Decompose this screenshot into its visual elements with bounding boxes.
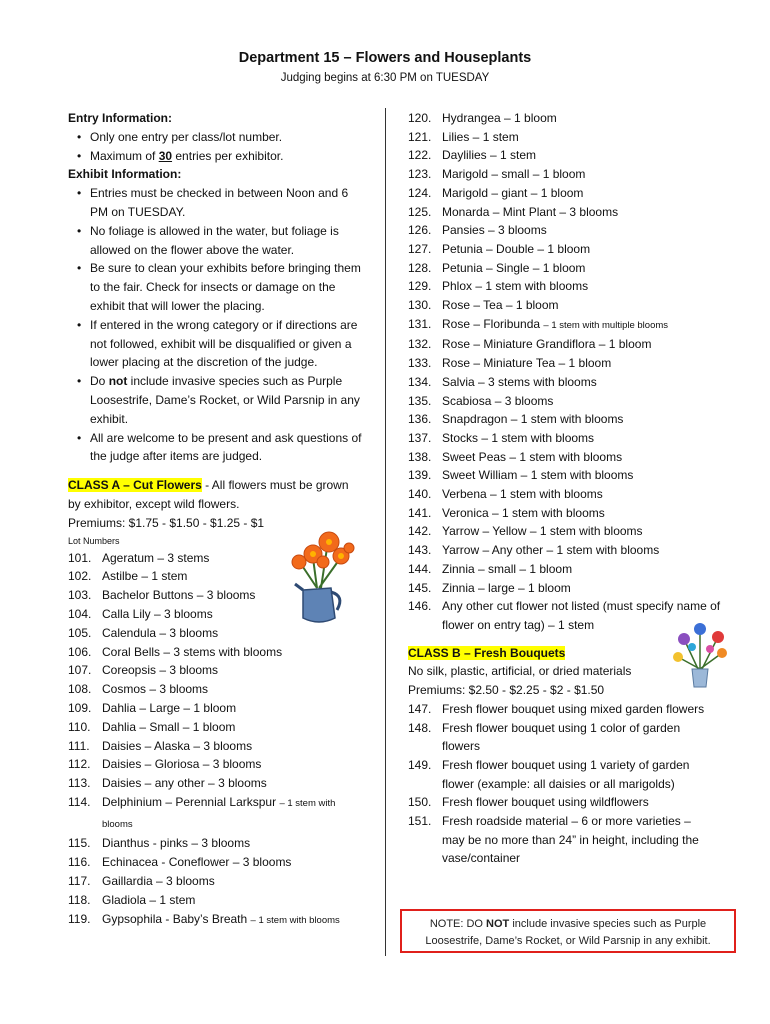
lot-text: Astilbe – 1 stem xyxy=(102,569,188,584)
lot-number: 141. xyxy=(408,505,432,520)
lot-description xyxy=(102,910,368,931)
lot-text: Yarrow – Any other – 1 stem with blooms xyxy=(442,543,660,558)
lot-description xyxy=(102,774,368,793)
list-item xyxy=(68,891,368,910)
lot-description xyxy=(442,541,743,560)
lot-number: 124. xyxy=(408,185,432,200)
lot-number: 123. xyxy=(408,167,432,182)
lot-description xyxy=(102,853,368,872)
list-item xyxy=(68,793,368,835)
lot-note: – 1 stem with blooms xyxy=(102,797,336,830)
lot-text: Fresh flower bouquet using 1 color of garden flowers xyxy=(442,720,681,754)
lot-number: 115. xyxy=(68,836,91,851)
lot-number: 129. xyxy=(408,279,432,294)
list-item xyxy=(68,755,368,774)
lot-description xyxy=(442,165,743,184)
lot-description xyxy=(442,410,743,429)
lot-number: 151. xyxy=(408,814,432,829)
lot-text: Delphinium – Perennial Larkspur xyxy=(102,794,277,809)
lot-text: Dianthus - pinks – 3 blooms xyxy=(102,836,251,851)
lot-text: Veronica – 1 stem with blooms xyxy=(442,505,605,520)
exhibit-info-bullet: • If entered in the wrong category or if directions are not followed, exhibit will be disqualified or given a lower placing at the discretion of the judge. xyxy=(68,316,368,372)
lot-description xyxy=(442,812,708,868)
lot-number: 108. xyxy=(68,682,92,697)
lot-number: 125. xyxy=(408,204,432,219)
list-item xyxy=(68,872,368,891)
lot-description xyxy=(442,128,743,147)
lot-text: Fresh flower bouquet using wildflowers xyxy=(442,795,649,810)
lot-numbers-label: Lot Numbers xyxy=(68,535,120,546)
lot-number: 132. xyxy=(408,337,432,352)
lot-text: Calendula – 3 blooms xyxy=(102,625,219,640)
list-item xyxy=(408,109,743,128)
lot-text: Cosmos – 3 blooms xyxy=(102,682,209,697)
note-text: NOTE: DO xyxy=(429,918,487,930)
lot-number: 138. xyxy=(408,449,432,464)
lot-number: 143. xyxy=(408,543,432,558)
lot-number: 116. xyxy=(68,855,91,870)
list-item xyxy=(408,522,743,541)
lot-text: Daisies – Alaska – 3 blooms xyxy=(102,738,253,753)
lot-description xyxy=(442,466,743,485)
list-item xyxy=(408,203,743,222)
lot-number: 142. xyxy=(408,524,432,539)
list-item xyxy=(68,737,368,756)
lot-text: Fresh flower bouquet using mixed garden flowers xyxy=(442,701,705,716)
lot-number: 117. xyxy=(68,874,91,889)
list-item xyxy=(408,812,708,868)
list-item xyxy=(408,315,743,336)
lot-description xyxy=(442,756,708,793)
list-item xyxy=(68,643,368,662)
lot-text: Sweet Peas – 1 stem with blooms xyxy=(442,449,623,464)
class-b-list xyxy=(408,700,708,868)
lot-description xyxy=(442,335,743,354)
exhibit-info-bullet xyxy=(68,372,368,428)
column-divider xyxy=(385,108,386,956)
lot-description xyxy=(102,661,368,680)
exhibit-info-heading: Exhibit Information: xyxy=(68,167,182,182)
lot-text: Rose – Tea – 1 bloom xyxy=(442,298,559,313)
lot-number: 102. xyxy=(68,569,92,584)
exhibit-info-bullet: • No foliage is allowed in the water, but foliage is allowed on the flower above the water. xyxy=(68,222,368,260)
lot-number: 101. xyxy=(68,550,92,565)
lot-text: Daylilies – 1 stem xyxy=(442,148,537,163)
lot-text: Snapdragon – 1 stem with blooms xyxy=(442,412,624,427)
lot-description xyxy=(442,700,708,719)
lot-text: Yarrow – Yellow – 1 stem with blooms xyxy=(442,524,643,539)
lot-note: – 1 stem with blooms xyxy=(250,914,340,926)
lot-description xyxy=(102,680,368,699)
lot-text: Coral Bells – 3 stems with blooms xyxy=(102,644,283,659)
list-item xyxy=(408,756,708,793)
lot-number: 135. xyxy=(408,393,432,408)
lot-text: Phlox – 1 stem with blooms xyxy=(442,279,589,294)
list-item xyxy=(408,128,743,147)
entry-info-bullet xyxy=(68,147,368,166)
lot-text: Marigold – giant – 1 bloom xyxy=(442,185,584,200)
lot-text: Gladiola – 1 stem xyxy=(102,892,196,907)
lot-description xyxy=(102,755,368,774)
lot-number: 128. xyxy=(408,260,432,275)
list-item xyxy=(408,146,743,165)
lot-number: 145. xyxy=(408,580,432,595)
lot-text: Fresh flower bouquet using 1 variety of garden flower (example: all daisies or all marigolds) xyxy=(442,757,690,791)
lot-description xyxy=(442,240,743,259)
lot-description xyxy=(442,429,743,448)
list-item xyxy=(408,184,743,203)
lot-text: Marigold – small – 1 bloom xyxy=(442,167,586,182)
lot-description xyxy=(442,793,708,812)
lot-number: 111. xyxy=(68,738,90,753)
lot-number: 134. xyxy=(408,374,432,389)
list-item xyxy=(68,853,368,872)
class-a-description xyxy=(68,476,358,514)
lot-text: Dahlia – Large – 1 bloom xyxy=(102,700,237,715)
entry-info-bullet: • Only one entry per class/lot number. xyxy=(68,128,368,147)
lot-description xyxy=(102,872,368,891)
lot-number: 119. xyxy=(68,911,91,926)
lot-description xyxy=(102,718,368,737)
list-item xyxy=(408,466,743,485)
lot-description xyxy=(442,221,743,240)
lot-number: 140. xyxy=(408,487,432,502)
lot-description xyxy=(442,184,743,203)
lot-number: 127. xyxy=(408,241,432,256)
list-item xyxy=(68,661,368,680)
list-item xyxy=(408,448,743,467)
bullet-text: entries per exhibitor. xyxy=(172,148,284,163)
lot-description xyxy=(442,373,743,392)
lot-description xyxy=(442,485,743,504)
lot-number: 131. xyxy=(408,316,432,331)
list-item xyxy=(408,541,743,560)
lot-text: Gypsophila - Baby’s Breath xyxy=(102,911,248,926)
lot-number: 149. xyxy=(408,757,432,772)
lot-number: 112. xyxy=(68,757,91,772)
lot-number: 105. xyxy=(68,625,92,640)
class-a-list-continued xyxy=(408,109,743,635)
list-item xyxy=(408,392,743,411)
lot-text: Stocks – 1 stem with blooms xyxy=(442,430,595,445)
lot-number: 118. xyxy=(68,892,91,907)
lot-number: 107. xyxy=(68,663,92,678)
lot-text: Fresh roadside material – 6 or more varieties – may be no more than 24” in height, including the vase/container xyxy=(442,814,699,866)
list-item xyxy=(68,680,368,699)
exhibit-info-bullet: • Be sure to clean your exhibits before bringing them to the fair. Check for insects or damage on the exhibit that will lower the placing. xyxy=(68,259,368,315)
lot-number: 113. xyxy=(68,776,91,791)
lot-text: Rose – Miniature Tea – 1 bloom xyxy=(442,356,612,371)
page-subtitle: Judging begins at 6:30 PM on TUESDAY xyxy=(280,72,490,84)
lot-text: Rose – Miniature Grandiflora – 1 bloom xyxy=(442,337,652,352)
lot-description xyxy=(102,643,368,662)
lot-number: 147. xyxy=(408,701,432,716)
lot-number: 104. xyxy=(68,606,92,621)
flower-vase-icon xyxy=(283,518,365,628)
list-item xyxy=(68,774,368,793)
lot-description xyxy=(442,560,743,579)
list-item xyxy=(408,410,743,429)
lot-number: 150. xyxy=(408,795,432,810)
lot-description xyxy=(442,315,743,336)
lot-text: Daisies – any other – 3 blooms xyxy=(102,776,267,791)
lot-description xyxy=(442,259,743,278)
lot-text: Petunia – Double – 1 bloom xyxy=(442,241,591,256)
class-b-premiums: Premiums: $2.50 - $2.25 - $2 - $1.50 xyxy=(408,683,605,698)
lot-number: 136. xyxy=(408,412,432,427)
list-item xyxy=(408,373,743,392)
bold-not: not xyxy=(108,374,128,389)
lot-number: 122. xyxy=(408,148,432,163)
lot-number: 133. xyxy=(408,356,432,371)
lot-description xyxy=(102,834,368,853)
class-b-label: CLASS B – Fresh Bouquets xyxy=(408,645,566,660)
lot-description xyxy=(442,354,743,373)
note-bold: NOT xyxy=(486,918,510,930)
list-item xyxy=(408,429,743,448)
note-text: include invasive species such as Purple Loosestrife, Dame’s Rocket, or Wild Parsnip in any exhibit. xyxy=(425,918,711,947)
lot-description xyxy=(102,891,368,910)
max-entries-number: 30 xyxy=(158,148,173,163)
bullet-text: Maximum of xyxy=(90,148,159,163)
lot-number: 120. xyxy=(408,111,432,125)
entry-info-heading: Entry Information: xyxy=(68,111,172,125)
lot-description xyxy=(442,522,743,541)
list-item xyxy=(68,910,368,931)
lot-text: Coreopsis – 3 blooms xyxy=(102,663,219,678)
lot-description xyxy=(442,719,708,756)
list-item xyxy=(408,354,743,373)
lot-text: Calla Lily – 3 blooms xyxy=(102,606,213,621)
lot-note: – 1 stem with multiple blooms xyxy=(543,319,669,331)
exhibit-info-list xyxy=(68,184,368,466)
lot-description xyxy=(442,504,743,523)
lot-text: Rose – Floribunda xyxy=(442,316,541,331)
list-item xyxy=(408,221,743,240)
list-item xyxy=(408,504,743,523)
lot-number: 146. xyxy=(408,599,432,614)
list-item xyxy=(408,335,743,354)
lot-number: 114. xyxy=(68,794,91,809)
lot-text: Dahlia – Small – 1 bloom xyxy=(102,719,236,734)
lot-text: Gaillardia – 3 blooms xyxy=(102,874,215,889)
list-item xyxy=(408,165,743,184)
lot-description xyxy=(442,146,743,165)
lot-text: Sweet William – 1 stem with blooms xyxy=(442,468,634,483)
lot-text: Daisies – Gloriosa – 3 blooms xyxy=(102,757,262,772)
list-item xyxy=(68,834,368,853)
lot-description xyxy=(102,699,368,718)
lot-number: 137. xyxy=(408,430,432,445)
lot-description xyxy=(102,737,368,756)
list-item xyxy=(408,793,708,812)
lot-text: Scabiosa – 3 blooms xyxy=(442,393,554,408)
list-item xyxy=(408,259,743,278)
lot-number: 130. xyxy=(408,298,432,313)
lot-text: Ageratum – 3 stems xyxy=(102,550,210,565)
class-a-desc: - All flowers must be grown by exhibitor, except wild flowers. xyxy=(68,478,349,511)
lot-number: 110. xyxy=(68,719,91,734)
list-item xyxy=(68,699,368,718)
list-item xyxy=(408,277,743,296)
list-item xyxy=(408,579,743,598)
class-a-premiums: Premiums: $1.75 - $1.50 - $1.25 - $1 xyxy=(68,515,265,530)
invasive-species-note xyxy=(400,909,736,953)
lot-number: 121. xyxy=(408,129,432,144)
lot-text: Lilies – 1 stem xyxy=(442,129,519,144)
lot-number: 148. xyxy=(408,720,432,735)
lot-number: 139. xyxy=(408,468,432,483)
list-item xyxy=(408,560,743,579)
bullet-text: include invasive species such as Purple Loosestrife, Dame’s Rocket, or Wild Parsnip in any exhibit. xyxy=(90,374,360,426)
bouquet-icon xyxy=(670,619,730,689)
lot-text: Monarda – Mint Plant – 3 blooms xyxy=(442,204,619,219)
lot-description xyxy=(442,579,743,598)
lot-text: Pansies – 3 blooms xyxy=(442,223,547,238)
lot-text: Zinnia – small – 1 bloom xyxy=(442,561,573,576)
lot-text: Echinacea - Coneflower – 3 blooms xyxy=(102,855,292,870)
class-b-desc: No silk, plastic, artificial, or dried materials xyxy=(408,664,632,679)
lot-description xyxy=(442,109,743,128)
lot-text: Salvia – 3 stems with blooms xyxy=(442,374,597,389)
lot-description xyxy=(442,277,743,296)
bullet-text: Do xyxy=(90,374,109,389)
list-item xyxy=(408,296,743,315)
exhibit-info-bullet: • Entries must be checked in between Noon and 6 PM on TUESDAY. xyxy=(68,184,368,222)
entry-info-list xyxy=(68,128,368,166)
list-item xyxy=(68,718,368,737)
page-title: Department 15 – Flowers and Houseplants xyxy=(238,50,532,66)
lot-text: Petunia – Single – 1 bloom xyxy=(442,260,586,275)
lot-text: Bachelor Buttons – 3 blooms xyxy=(102,588,256,603)
list-item xyxy=(408,700,708,719)
lot-number: 103. xyxy=(68,588,92,603)
lot-description xyxy=(442,448,743,467)
lot-number: 106. xyxy=(68,644,92,659)
list-item xyxy=(408,240,743,259)
lot-number: 109. xyxy=(68,700,92,715)
lot-description xyxy=(442,392,743,411)
lot-text: Any other cut flower not listed (must specify name of flower on entry tag) – 1 stem xyxy=(442,599,721,632)
list-item xyxy=(408,719,708,756)
lot-number: 144. xyxy=(408,561,432,576)
lot-description xyxy=(102,793,368,835)
lot-description xyxy=(442,296,743,315)
lot-text: Hydrangea – 1 bloom xyxy=(442,111,557,125)
lot-description xyxy=(442,203,743,222)
lot-text: Verbena – 1 stem with blooms xyxy=(442,487,603,502)
lot-number: 126. xyxy=(408,223,432,238)
list-item xyxy=(408,485,743,504)
right-column xyxy=(408,109,743,868)
class-a-label: CLASS A – Cut Flowers xyxy=(68,478,202,493)
exhibit-info-bullet: • All are welcome to be present and ask questions of the judge after items are judged. xyxy=(68,429,368,467)
lot-text: Zinnia – large – 1 bloom xyxy=(442,580,571,595)
